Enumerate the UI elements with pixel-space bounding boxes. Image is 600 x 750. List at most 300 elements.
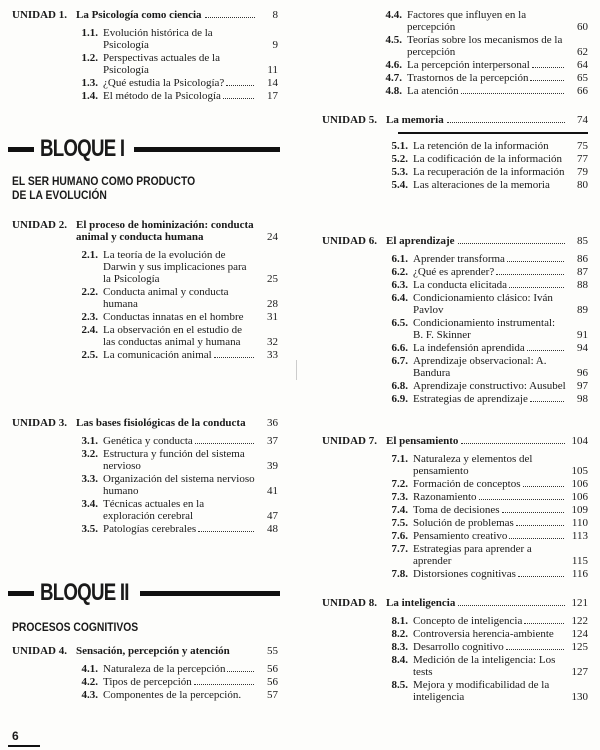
unit-page: 36 xyxy=(267,417,278,429)
entry-number: 2.2. xyxy=(81,286,98,298)
entry-page: 57 xyxy=(267,689,278,701)
entry-text xyxy=(413,355,566,379)
dot-leader xyxy=(506,649,564,650)
entry-page: 31 xyxy=(267,311,278,323)
entry-text xyxy=(413,530,566,542)
entry-number: 2.4. xyxy=(81,324,98,336)
unit-7 xyxy=(322,435,588,581)
entry-title: Teorías sobre los mecanismos de la percepción xyxy=(407,34,563,58)
entry-number: 3.5. xyxy=(81,523,98,535)
entry-page: 75 xyxy=(577,140,588,152)
unit-4-continued xyxy=(322,9,588,98)
entry-page: 127 xyxy=(571,666,588,678)
toc-entry xyxy=(76,498,278,522)
entry-number: 5.3. xyxy=(391,166,408,178)
unit-heading xyxy=(12,9,278,21)
entry-page: 130 xyxy=(571,691,588,703)
entry-title: ¿Qué es aprender? xyxy=(413,266,495,278)
entry-number: 4.8. xyxy=(385,85,402,97)
entry-text xyxy=(413,568,566,580)
entry-title: Mejora y modificabilidad de la inteligencia xyxy=(413,679,550,703)
unit-1 xyxy=(12,9,278,103)
entry-title: Técnicas actuales en la exploración cerebral xyxy=(103,498,205,522)
entry-text xyxy=(407,9,566,33)
entry-number: 7.5. xyxy=(391,517,408,529)
unit-heading xyxy=(12,219,278,243)
entry-text xyxy=(407,72,566,84)
toc-entry xyxy=(386,504,588,516)
entry-title: La codificación de la información xyxy=(413,153,563,165)
entry-number: 6.4. xyxy=(391,292,408,304)
entry-text xyxy=(103,498,256,522)
entry-number: 8.1. xyxy=(391,615,408,627)
entry-page: 87 xyxy=(577,266,588,278)
entry-title: Naturaleza y elementos del pensamiento xyxy=(413,453,533,477)
entry-page: 122 xyxy=(571,615,588,627)
entry-number: 4.7. xyxy=(385,72,402,84)
dot-leader xyxy=(447,122,565,123)
entry-page: 33 xyxy=(267,349,278,361)
unit-heading xyxy=(322,235,588,247)
toc-entries xyxy=(12,249,278,361)
dot-leader xyxy=(496,274,564,275)
entry-text xyxy=(103,324,256,348)
entry-number: 6.2. xyxy=(391,266,408,278)
entry-title: Componentes de la percepción. xyxy=(103,689,242,701)
entry-text xyxy=(413,517,566,529)
entry-number: 1.3. xyxy=(81,77,98,89)
entry-text xyxy=(413,679,566,703)
toc-entry xyxy=(76,349,278,361)
entry-number: 5.2. xyxy=(391,153,408,165)
entry-text xyxy=(103,52,256,76)
entry-number: 5.4. xyxy=(391,179,408,191)
entry-page: 65 xyxy=(577,72,588,84)
entry-text xyxy=(103,663,256,675)
entry-page: 77 xyxy=(577,153,588,165)
entry-number: 3.4. xyxy=(81,498,98,510)
entry-title: El método de la Psicología xyxy=(103,90,221,102)
unit-page: 8 xyxy=(272,9,278,21)
entry-page: 88 xyxy=(577,279,588,291)
unit-4 xyxy=(12,645,278,702)
entry-title: Condicionamiento instrumental: B. F. Skinner xyxy=(413,317,556,341)
entry-number: 6.8. xyxy=(391,380,408,392)
entry-number: 2.3. xyxy=(81,311,98,323)
entry-title: Solución de problemas xyxy=(413,517,514,529)
entry-text xyxy=(413,317,566,341)
entry-page: 106 xyxy=(571,491,588,503)
entry-title: La atención xyxy=(407,85,459,97)
entry-number: 4.1. xyxy=(81,663,98,675)
entry-title: Condicionamiento clásico: Iván Pavlov xyxy=(413,292,553,316)
entry-text xyxy=(407,85,566,97)
unit-page: 85 xyxy=(577,235,588,247)
entry-text xyxy=(413,279,566,291)
toc-entry xyxy=(76,52,278,76)
unit-heading xyxy=(322,114,588,126)
entry-number: 7.8. xyxy=(391,568,408,580)
entry-page: 28 xyxy=(267,298,278,310)
entry-number: 3.2. xyxy=(81,448,98,460)
entry-title: Perspectivas actuales de la Psicología xyxy=(103,52,220,76)
entry-title: Conductas innatas en el hombre xyxy=(103,311,244,323)
toc-entry xyxy=(386,478,588,490)
entry-text xyxy=(103,349,256,361)
toc-entry xyxy=(380,72,588,84)
dot-leader xyxy=(205,17,255,18)
dot-leader xyxy=(530,401,564,402)
entry-title: Toma de decisiones xyxy=(413,504,500,516)
entry-title: ¿Qué estudia la Psicología? xyxy=(103,77,225,89)
bloque-bar xyxy=(8,591,34,596)
entry-text xyxy=(407,34,566,58)
toc-entries xyxy=(12,435,278,535)
entry-number: 7.3. xyxy=(391,491,408,503)
bloque-bar xyxy=(134,147,280,152)
dot-leader xyxy=(509,287,564,288)
entry-text xyxy=(413,140,566,152)
unit-label: UNIDAD 5. xyxy=(322,114,377,126)
toc-entry xyxy=(386,679,588,703)
unit-page: 24 xyxy=(267,231,278,243)
toc-entry xyxy=(76,311,278,323)
entry-page: 56 xyxy=(267,676,278,688)
entry-number: 8.4. xyxy=(391,654,408,666)
entry-title: La observación en el estudio de las conductas animal y humana xyxy=(103,324,242,348)
entry-number: 8.3. xyxy=(391,641,408,653)
toc-entry xyxy=(380,9,588,33)
dot-leader xyxy=(227,671,254,672)
unit-title xyxy=(386,235,588,247)
toc-entry xyxy=(386,453,588,477)
entry-title: Tipos de percepción xyxy=(103,676,192,688)
entry-text xyxy=(103,676,256,688)
toc-entry xyxy=(76,473,278,497)
entry-number: 6.3. xyxy=(391,279,408,291)
toc-entry xyxy=(386,292,588,316)
toc-entry xyxy=(76,523,278,535)
entry-text xyxy=(413,654,566,678)
toc-entry xyxy=(386,543,588,567)
entry-text xyxy=(413,266,566,278)
entry-title: Conducta animal y conducta humana xyxy=(103,286,229,310)
toc-entry xyxy=(386,654,588,678)
toc-entry xyxy=(386,380,588,392)
toc-entry xyxy=(386,491,588,503)
toc-entries xyxy=(322,253,588,405)
dot-leader xyxy=(518,576,564,577)
entry-page: 56 xyxy=(267,663,278,675)
unit-label: UNIDAD 6. xyxy=(322,235,377,247)
entry-page: 25 xyxy=(267,273,278,285)
entry-text xyxy=(413,478,566,490)
entry-number: 6.1. xyxy=(391,253,408,265)
unit-label: UNIDAD 7. xyxy=(322,435,377,447)
entry-text xyxy=(103,435,256,447)
toc-entries xyxy=(322,615,588,703)
unit-title xyxy=(386,114,588,126)
entry-number: 8.2. xyxy=(391,628,408,640)
unit-3 xyxy=(12,417,278,536)
entry-number: 4.4. xyxy=(385,9,402,21)
entry-title: La teoría de la evolución de Darwin y sus implicaciones para la Psicología xyxy=(103,249,247,285)
toc-entry xyxy=(380,85,588,97)
heading-rule xyxy=(398,132,588,134)
unit-5 xyxy=(322,114,588,192)
entry-text xyxy=(413,179,566,191)
entry-page: 11 xyxy=(267,64,278,76)
entry-page: 110 xyxy=(571,517,588,529)
entry-text xyxy=(413,292,566,316)
entry-title: Naturaleza de la percepción xyxy=(103,663,226,675)
dot-leader xyxy=(461,93,564,94)
dot-leader xyxy=(516,525,564,526)
unit-title-text: El proceso de hominización: conducta animal y conducta humana xyxy=(76,219,254,243)
entry-text xyxy=(103,77,256,89)
entry-title: Estrategias para aprender a aprender xyxy=(413,543,532,567)
entry-title: Controversia herencia-ambiente xyxy=(413,628,554,640)
unit-heading xyxy=(322,435,588,447)
entry-page: 113 xyxy=(571,530,588,542)
dot-leader xyxy=(223,98,254,99)
toc-entry xyxy=(386,517,588,529)
toc-entry xyxy=(76,77,278,89)
entry-page: 125 xyxy=(571,641,588,653)
unit-title-text: El aprendizaje xyxy=(386,235,455,247)
dot-leader xyxy=(509,538,564,539)
toc-entry xyxy=(386,317,588,341)
entry-text xyxy=(413,628,566,640)
unit-page: 74 xyxy=(577,114,588,126)
unit-2 xyxy=(12,219,278,362)
entry-page: 48 xyxy=(267,523,278,535)
entry-number: 7.7. xyxy=(391,543,408,555)
entry-title: Aprendizaje observacional: A. Bandura xyxy=(413,355,547,379)
entry-page: 66 xyxy=(577,85,588,97)
section-title-line: EL SER HUMANO COMO PRODUCTO xyxy=(12,174,196,188)
entry-title: Trastornos de la percepción xyxy=(407,72,529,84)
entry-text xyxy=(413,543,566,567)
entry-text xyxy=(413,380,566,392)
entry-title: Organización del sistema nervioso humano xyxy=(103,473,255,497)
entry-title: Aprendizaje constructivo: Ausubel xyxy=(413,380,566,392)
entry-number: 7.6. xyxy=(391,530,408,542)
entry-number: 6.7. xyxy=(391,355,408,367)
unit-title-text: La memoria xyxy=(386,114,444,126)
toc-entry xyxy=(76,27,278,51)
entry-page: 91 xyxy=(577,329,588,341)
entry-page: 47 xyxy=(267,510,278,522)
dot-leader xyxy=(198,531,254,532)
entry-number: 5.1. xyxy=(391,140,408,152)
toc-entry xyxy=(76,448,278,472)
entry-page: 115 xyxy=(571,555,588,567)
entry-title: Pensamiento creativo xyxy=(413,530,508,542)
entry-number: 7.2. xyxy=(391,478,408,490)
toc-entry xyxy=(380,34,588,58)
unit-title xyxy=(76,645,278,657)
unit-title xyxy=(76,219,278,243)
entry-title: La comunicación animal xyxy=(103,349,212,361)
entry-number: 4.6. xyxy=(385,59,402,71)
entry-text xyxy=(103,249,256,285)
unit-page: 104 xyxy=(571,435,588,447)
entry-text xyxy=(413,393,566,405)
entry-text xyxy=(103,448,256,472)
toc-entry xyxy=(386,179,588,191)
entry-page: 62 xyxy=(577,46,588,58)
section-title xyxy=(12,174,244,202)
toc-entry xyxy=(386,355,588,379)
toc-entry xyxy=(76,689,278,701)
unit-label: UNIDAD 3. xyxy=(12,417,67,429)
entry-number: 7.4. xyxy=(391,504,408,516)
entry-page: 14 xyxy=(267,77,278,89)
column-gutter-mark xyxy=(296,360,297,380)
entry-page: 64 xyxy=(577,59,588,71)
page-number: 6 xyxy=(12,729,19,743)
toc-entry xyxy=(386,530,588,542)
unit-title xyxy=(76,417,278,429)
entry-page: 80 xyxy=(577,179,588,191)
toc-entry xyxy=(76,249,278,285)
unit-title-text: Las bases fisiológicas de la conducta xyxy=(76,417,246,429)
unit-heading xyxy=(12,645,278,657)
entry-text xyxy=(413,504,566,516)
entry-text xyxy=(413,641,566,653)
toc-entries xyxy=(322,453,588,580)
entry-page: 105 xyxy=(571,465,588,477)
toc-entries xyxy=(322,140,588,191)
toc-entries xyxy=(12,663,278,701)
dot-leader xyxy=(527,350,564,351)
unit-heading xyxy=(12,417,278,429)
entry-title: Distorsiones cognitivas xyxy=(413,568,516,580)
toc-entry xyxy=(386,279,588,291)
dot-leader xyxy=(507,261,564,262)
toc-entry xyxy=(386,153,588,165)
toc-entry xyxy=(386,342,588,354)
dot-leader xyxy=(530,80,564,81)
entry-title: Medición de la inteligencia: Los tests xyxy=(413,654,556,678)
entry-text xyxy=(407,59,566,71)
dot-leader xyxy=(461,443,565,444)
entry-page: 109 xyxy=(571,504,588,516)
unit-6 xyxy=(322,235,588,406)
unit-title xyxy=(386,435,588,447)
dot-leader xyxy=(194,684,254,685)
entry-title: La recuperación de la información xyxy=(413,166,565,178)
entry-page: 17 xyxy=(267,90,278,102)
bloque-heading xyxy=(8,580,280,606)
dot-leader xyxy=(458,605,565,606)
entry-page: 97 xyxy=(577,380,588,392)
entry-text xyxy=(413,153,566,165)
toc-entry xyxy=(386,166,588,178)
entry-page: 89 xyxy=(577,304,588,316)
entry-text xyxy=(103,27,256,51)
entry-number: 6.5. xyxy=(391,317,408,329)
entry-number: 4.2. xyxy=(81,676,98,688)
entry-number: 2.5. xyxy=(81,349,98,361)
entry-title: Estrategias de aprendizaje xyxy=(413,393,528,405)
entry-number: 4.5. xyxy=(385,34,402,46)
entry-title: La indefensión aprendida xyxy=(413,342,525,354)
unit-label: UNIDAD 8. xyxy=(322,597,377,609)
entry-page: 79 xyxy=(577,166,588,178)
entry-number: 6.9. xyxy=(391,393,408,405)
unit-8 xyxy=(322,597,588,704)
unit-page: 121 xyxy=(571,597,588,609)
toc-entry xyxy=(386,393,588,405)
dot-leader xyxy=(524,623,564,624)
entry-title: Factores que influyen en la percepción xyxy=(407,9,527,33)
entry-text xyxy=(103,286,256,310)
entry-title: Las alteraciones de la memoria xyxy=(413,179,550,191)
entry-page: 32 xyxy=(267,336,278,348)
entry-title: La percepción interpersonal xyxy=(407,59,530,71)
entry-title: Evolución histórica de la Psicología xyxy=(103,27,213,51)
entry-title: La retención de la información xyxy=(413,140,549,152)
entry-title: La conducta elicitada xyxy=(413,279,508,291)
toc-entry xyxy=(386,140,588,152)
toc-entry xyxy=(76,90,278,102)
toc-entries xyxy=(12,27,278,102)
entry-number: 6.6. xyxy=(391,342,408,354)
dot-leader xyxy=(532,67,564,68)
entry-title: Razonamiento xyxy=(413,491,477,503)
entry-page: 106 xyxy=(571,478,588,490)
toc-entry xyxy=(76,676,278,688)
entry-title: Desarrollo cognitivo xyxy=(413,641,504,653)
dot-leader xyxy=(458,243,565,244)
bloque-heading xyxy=(8,136,280,162)
entry-number: 7.1. xyxy=(391,453,408,465)
entry-text xyxy=(103,473,256,497)
toc-entry xyxy=(386,641,588,653)
entry-text xyxy=(103,523,256,535)
unit-label: UNIDAD 1. xyxy=(12,9,67,21)
entry-page: 96 xyxy=(577,367,588,379)
toc-entry xyxy=(386,568,588,580)
entry-number: 4.3. xyxy=(81,689,98,701)
entry-text xyxy=(413,253,566,265)
toc-entry xyxy=(386,628,588,640)
dot-leader xyxy=(195,443,254,444)
dot-leader xyxy=(214,357,254,358)
bloque-title: BLOQUE I xyxy=(40,135,125,162)
bloque-title: BLOQUE II xyxy=(40,579,129,606)
section-title: PROCESOS COGNITIVOS xyxy=(12,620,139,634)
toc-entry xyxy=(76,435,278,447)
dot-leader xyxy=(479,499,564,500)
toc-entry xyxy=(386,266,588,278)
entry-page: 98 xyxy=(577,393,588,405)
entry-number: 1.4. xyxy=(81,90,98,102)
page-number-rule xyxy=(8,745,40,747)
entry-page: 94 xyxy=(577,342,588,354)
unit-page: 55 xyxy=(267,645,278,657)
entry-text xyxy=(103,689,256,701)
entry-title: Patologías cerebrales xyxy=(103,523,197,535)
entry-number: 2.1. xyxy=(81,249,98,261)
entry-text xyxy=(103,311,256,323)
entry-page: 9 xyxy=(272,39,278,51)
entry-page: 124 xyxy=(571,628,588,640)
entry-title: Aprender transforma xyxy=(413,253,505,265)
bloque-bar xyxy=(140,591,280,596)
